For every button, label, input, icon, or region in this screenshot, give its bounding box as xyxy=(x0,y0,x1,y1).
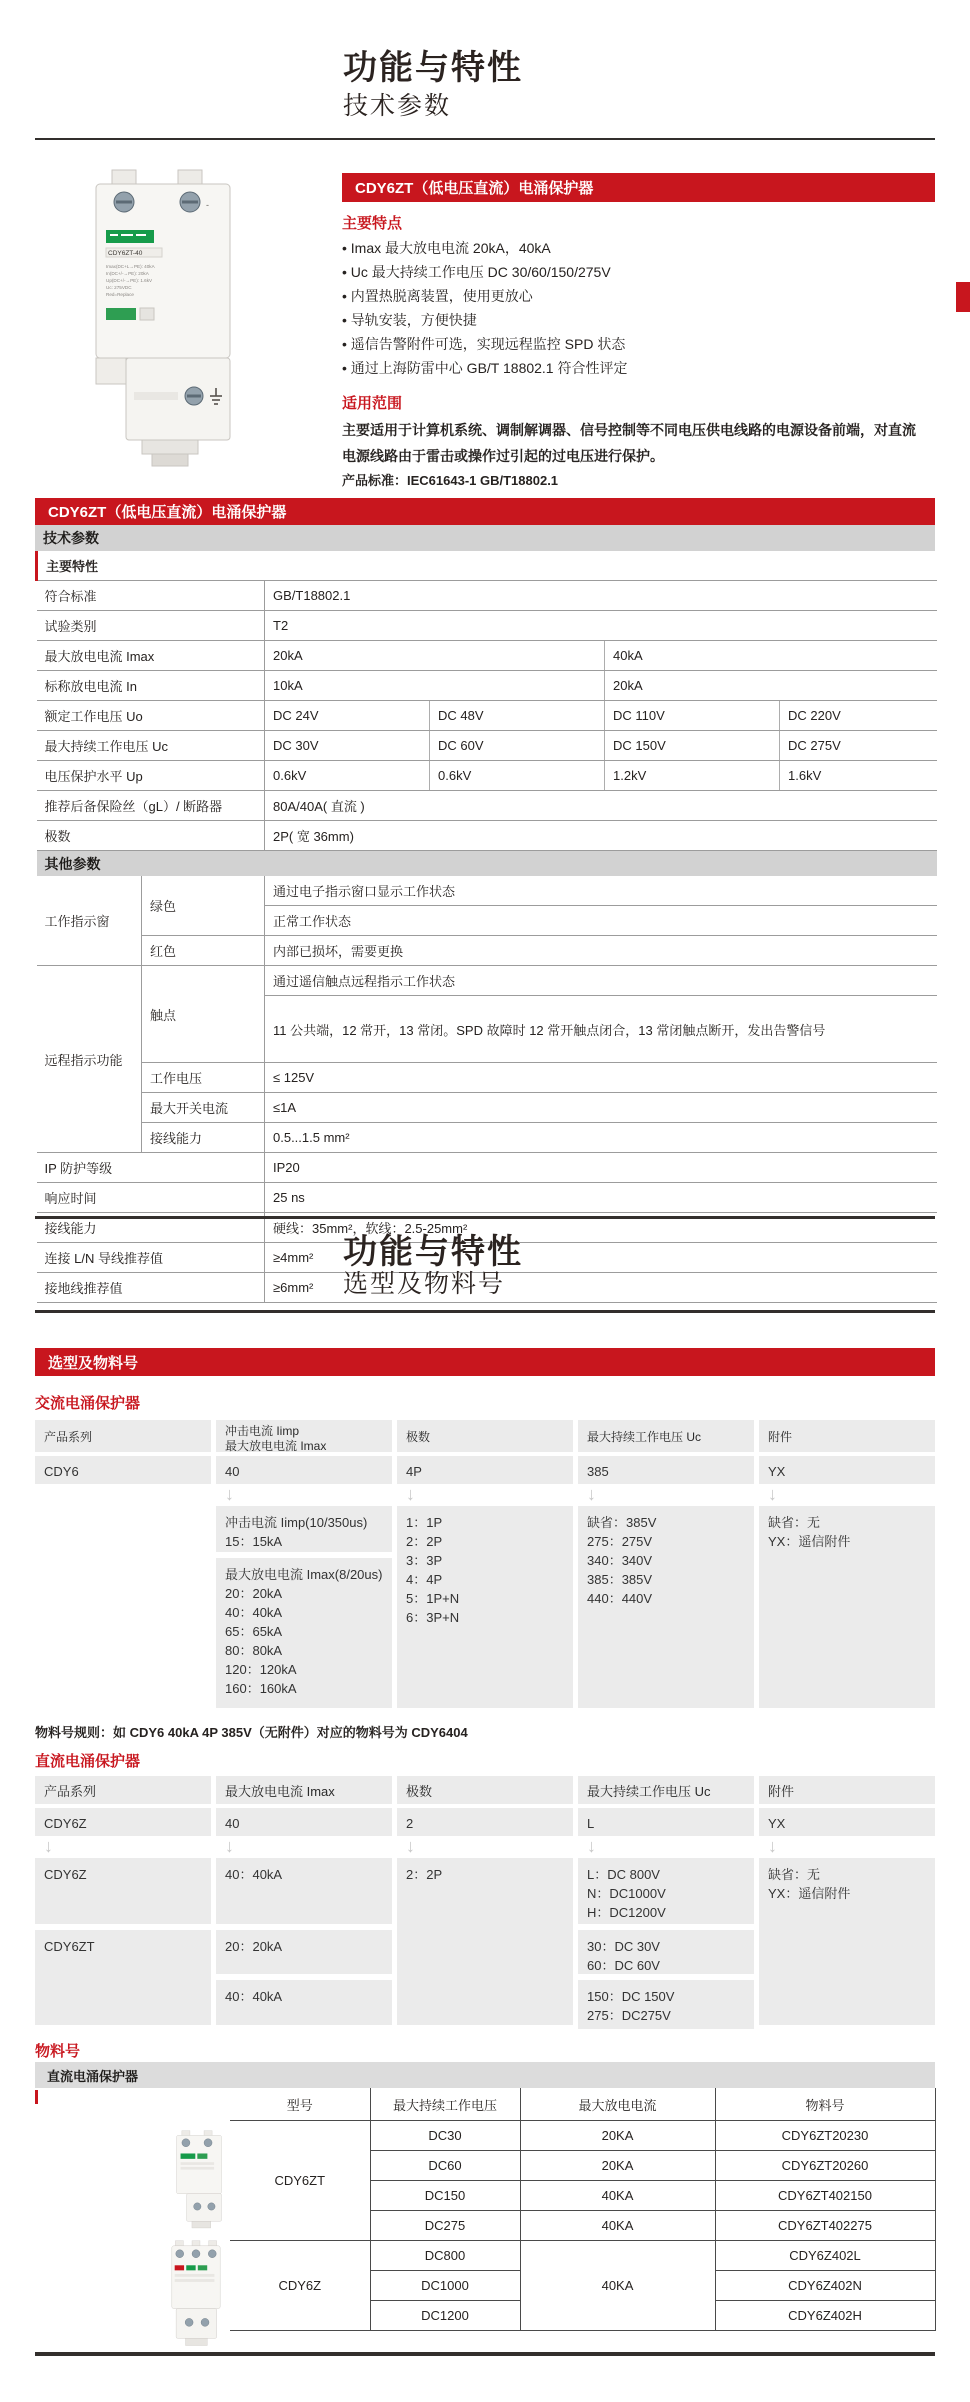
tech-row-label: 连接 L/N 导线推荐值 xyxy=(37,1243,265,1273)
voltage-cell: DC800 xyxy=(370,2241,520,2271)
tech-row-value: 0.6kV xyxy=(430,761,605,791)
current-cell: 20KA xyxy=(520,2151,715,2181)
dc-value-cell: 2 xyxy=(397,1808,573,1836)
option-block xyxy=(578,1506,754,1708)
tech-row-value: 40kA xyxy=(605,641,937,671)
tech-row-value: 1.2kV xyxy=(605,761,780,791)
tech-sub-label: 红色 xyxy=(142,936,265,966)
tech-row-label: 响应时间 xyxy=(37,1183,265,1213)
code-cell: CDY6ZT402150 xyxy=(715,2181,935,2211)
option-block xyxy=(578,1980,754,2029)
down-arrow-icon: ↓ xyxy=(406,1836,415,1856)
code-cell: CDY6ZT402275 xyxy=(715,2211,935,2241)
product-thumb-cdy6zt xyxy=(168,2130,230,2239)
device-spec-line: In(DC+/-→PE): 20kA xyxy=(106,271,149,276)
tech-band: 技术参数 xyxy=(35,525,935,551)
tech-row-label: 标称放电电流 In xyxy=(37,671,265,701)
tech-banner: CDY6ZT（低电压直流）电涌保护器 xyxy=(35,498,935,525)
tech-sub-label: 最大开关电流 xyxy=(142,1093,265,1123)
tech-row-value: ≥6mm² xyxy=(265,1273,937,1303)
voltage-cell: DC1000 xyxy=(370,2271,520,2301)
tech-row-value: 20kA xyxy=(265,641,605,671)
tech-row-value: 硬线：35mm²，软线：2.5-25mm² xyxy=(265,1213,937,1243)
code-cell: CDY6ZT20260 xyxy=(715,2151,935,2181)
product-banner: CDY6ZT（低电压直流）电涌保护器 xyxy=(342,173,935,202)
tech-row-label: 试验类别 xyxy=(37,611,265,641)
tech-row-value: 11 公共端，12 常开，13 常闭。SPD 故障时 12 常开触点闭合，13 常闭触点断开，发出告警信号 xyxy=(265,996,937,1063)
bottom-rule xyxy=(35,2352,935,2356)
tech-sub-label: 绿色 xyxy=(142,876,265,936)
ac-value-cell: CDY6 xyxy=(35,1456,211,1484)
tech-table xyxy=(35,551,937,1303)
section-subtitle: 选型及物料号 xyxy=(343,1270,506,1298)
option-line: 40：40kA xyxy=(225,1605,283,1620)
option-line: YX：遥信附件 xyxy=(768,1886,851,1901)
material-heading: 物料号 xyxy=(35,2043,81,2060)
tech-section-label: 主要特性 xyxy=(37,551,937,581)
option-line: H：DC1200V xyxy=(587,1905,666,1920)
tech-sub-label: 接线能力 xyxy=(142,1123,265,1153)
tech-row-value: 通过电子指示窗口显示工作状态 xyxy=(265,876,937,906)
down-arrow-icon: ↓ xyxy=(768,1484,777,1504)
device-spec-line: Imax(DC+L→PE): 40kA xyxy=(106,264,155,269)
scope-heading: 适用范围 xyxy=(342,395,403,412)
voltage-cell: DC150 xyxy=(370,2181,520,2211)
ac-header-line: 冲击电流 Iimp xyxy=(225,1424,300,1438)
tech-row-value: ≤1A xyxy=(265,1093,937,1123)
option-block: 20：20kA xyxy=(216,1930,392,1974)
dc-value-cell: 40 xyxy=(216,1808,392,1836)
feature-item: • Uc 最大持续工作电压 DC 30/60/150/275V xyxy=(342,260,628,284)
voltage-cell: DC1200 xyxy=(370,2301,520,2331)
dc-header-cell: 最大持续工作电压 Uc xyxy=(578,1776,754,1804)
code-cell: CDY6Z402H xyxy=(715,2301,935,2331)
option-line: 60：DC 60V xyxy=(587,1958,660,1973)
ac-value-cell: YX xyxy=(759,1456,935,1484)
tech-sub-label: 工作电压 xyxy=(142,1063,265,1093)
tech-row-value: 0.6kV xyxy=(265,761,430,791)
option-line: 最大放电电流 Imax(8/20us) xyxy=(225,1567,383,1582)
material-table xyxy=(230,2088,936,2331)
dc-option-column xyxy=(216,1858,392,2025)
ac-header-cell xyxy=(216,1420,392,1452)
ac-header-line: 最大放电电流 Imax xyxy=(225,1439,327,1453)
ac-selection-table xyxy=(35,1420,935,1708)
option-line: 2：2P xyxy=(406,1534,443,1549)
ac-option-column xyxy=(759,1506,935,1708)
dc-option-column xyxy=(759,1858,935,2025)
voltage-cell: DC60 xyxy=(370,2151,520,2181)
device-spec-line: Uc: 275VDC xyxy=(106,285,132,290)
current-cell: 20KA xyxy=(520,2121,715,2151)
ac-option-column xyxy=(216,1506,392,1708)
dc-option-column xyxy=(35,1858,211,2025)
tech-row-value: 通过遥信触点远程指示工作状态 xyxy=(265,966,937,996)
tech-row-label: 接地线推荐值 xyxy=(37,1273,265,1303)
device-spec-line: Up(DC+/-→PE): 1.6kV xyxy=(106,278,153,283)
dc-value-cell: L xyxy=(578,1808,754,1836)
divider xyxy=(35,138,935,140)
option-line: 20：20kA xyxy=(225,1586,283,1601)
tech-row-label: 最大放电电流 Imax xyxy=(37,641,265,671)
tech-row-value: IP20 xyxy=(265,1153,937,1183)
material-header-model: 型号 xyxy=(230,2088,370,2121)
tech-row-value: 10kA xyxy=(265,671,605,701)
tech-row-value: 0.5...1.5 mm² xyxy=(265,1123,937,1153)
tech-row-value: DC 150V xyxy=(605,731,780,761)
ac-option-column xyxy=(397,1506,573,1708)
option-block xyxy=(216,1506,392,1552)
ac-option-column xyxy=(35,1506,211,1708)
option-block: CDY6Z xyxy=(35,1858,211,1924)
dc-option-column xyxy=(397,1858,573,2025)
tech-row-value: DC 110V xyxy=(605,701,780,731)
tech-row-value: 20kA xyxy=(605,671,937,701)
dc-option-column xyxy=(578,1858,754,2025)
tech-row-label: 推荐后备保险丝（gL）/ 断路器 xyxy=(37,791,265,821)
page-title: 功能与特性 xyxy=(343,49,523,87)
option-block xyxy=(397,1506,573,1708)
down-arrow-icon: ↓ xyxy=(587,1836,596,1856)
option-line: 缺省：385V xyxy=(587,1515,657,1530)
option-line: 4：4P xyxy=(406,1572,443,1587)
dc-header-cell: 产品系列 xyxy=(35,1776,211,1804)
tech-row-value: DC 48V xyxy=(430,701,605,731)
material-header-imax: 最大放电电流 xyxy=(520,2088,715,2121)
tech-row-label: 符合标准 xyxy=(37,581,265,611)
tech-row-label: 最大持续工作电压 Uc xyxy=(37,731,265,761)
tech-row-value: DC 60V xyxy=(430,731,605,761)
current-cell: 40KA xyxy=(520,2241,715,2331)
current-cell: 40KA xyxy=(520,2211,715,2241)
model-cell: CDY6Z xyxy=(230,2241,370,2331)
tech-row-value: T2 xyxy=(265,611,937,641)
scope-text: 主要适用于计算机系统、调制解调器、信号控制等不同电压供电线路的电源设备前端，对直流电源线路由于雷击或操作过引起的过电压进行保护。 xyxy=(342,422,916,464)
dc-header-cell: 极数 xyxy=(397,1776,573,1804)
option-block xyxy=(759,1858,935,2025)
device-spec-line: Red=Replace xyxy=(106,292,134,297)
ac-value-cell: 385 xyxy=(578,1456,754,1484)
tech-row-value: ≥4mm² xyxy=(265,1243,937,1273)
tech-row-label: 远程指示功能 xyxy=(37,966,142,1153)
code-cell: CDY6Z402L xyxy=(715,2241,935,2271)
dc-table-heading: 直流电涌保护器 xyxy=(35,1753,141,1770)
tech-row-value: 1.6kV xyxy=(780,761,937,791)
tech-row-value: 内部已损坏，需要更换 xyxy=(265,936,937,966)
ac-header-cell: 最大持续工作电压 Uc xyxy=(578,1420,754,1452)
tech-row-label: 接线能力 xyxy=(37,1213,265,1243)
dc-header-cell: 最大放电电流 Imax xyxy=(216,1776,392,1804)
features-heading: 主要特点 xyxy=(342,215,403,232)
option-line: 缺省：无 xyxy=(768,1515,821,1530)
material-band: 直流电涌保护器 xyxy=(35,2062,935,2088)
option-block xyxy=(759,1506,935,1708)
voltage-cell: DC275 xyxy=(370,2211,520,2241)
option-line: 65：65kA xyxy=(225,1624,283,1639)
option-line: 340：340V xyxy=(587,1553,653,1568)
option-line: 275：275V xyxy=(587,1534,653,1549)
feature-item: • 导轨安装，方便快捷 xyxy=(342,308,628,332)
dc-selection-table xyxy=(35,1776,935,2025)
option-line: 6：3P+N xyxy=(406,1610,460,1625)
ac-header-cell: 极数 xyxy=(397,1420,573,1452)
tech-row-label: 极数 xyxy=(37,821,265,851)
ac-table-heading: 交流电涌保护器 xyxy=(35,1395,141,1412)
down-arrow-icon: ↓ xyxy=(225,1836,234,1856)
option-block xyxy=(578,1858,754,1924)
down-arrow-icon: ↓ xyxy=(225,1484,234,1504)
option-block: 2：2P xyxy=(397,1858,573,2025)
tech-row-value: 正常工作状态 xyxy=(265,906,937,936)
product-thumb-cdy6z xyxy=(156,2240,236,2357)
device-model-text: CDY6ZT-40 xyxy=(108,250,143,257)
code-cell: CDY6ZT20230 xyxy=(715,2121,935,2151)
tech-row-value: 80A/40A( 直流 ) xyxy=(265,791,937,821)
option-block xyxy=(578,1930,754,1974)
down-arrow-icon: ↓ xyxy=(768,1836,777,1856)
selection-banner: 选型及物料号 xyxy=(35,1348,935,1376)
option-line: 3：3P xyxy=(406,1553,443,1568)
option-line: 440：440V xyxy=(587,1591,653,1606)
feature-item: • 内置热脱离装置，使用更放心 xyxy=(342,284,628,308)
feature-item: • 通过上海防雷中心 GB/T 18802.1 符合性评定 xyxy=(342,356,628,380)
ac-option-column xyxy=(578,1506,754,1708)
section-title: 功能与特性 xyxy=(343,1233,523,1271)
brand-label xyxy=(106,230,154,243)
tech-sub-label: 触点 xyxy=(142,966,265,1063)
product-image xyxy=(88,168,238,483)
ac-value-cell: 40 xyxy=(216,1456,392,1484)
current-cell: 40KA xyxy=(520,2181,715,2211)
feature-list xyxy=(342,236,628,380)
dc-value-cell: CDY6Z xyxy=(35,1808,211,1836)
page-subtitle: 技术参数 xyxy=(343,92,452,120)
material-header-uc: 最大持续工作电压 xyxy=(370,2088,520,2121)
ac-value-cell: 4P xyxy=(397,1456,573,1484)
tech-row-value: 25 ns xyxy=(265,1183,937,1213)
tech-row-value: DC 24V xyxy=(265,701,430,731)
divider xyxy=(35,1216,935,1219)
voltage-cell: DC30 xyxy=(370,2121,520,2151)
down-arrow-icon: ↓ xyxy=(587,1484,596,1504)
option-block xyxy=(216,1558,392,1708)
tech-band: 其他参数 xyxy=(37,851,937,876)
option-line: 15：15kA xyxy=(225,1534,283,1549)
option-line: 冲击电流 Iimp(10/350us) xyxy=(225,1515,368,1530)
option-line: 1：1P xyxy=(406,1515,443,1530)
option-line: 120：120kA xyxy=(225,1662,297,1677)
tech-row-value: DC 220V xyxy=(780,701,937,731)
page-edge-tab xyxy=(956,282,970,312)
tech-row-value: GB/T18802.1 xyxy=(265,581,937,611)
status-window-icon xyxy=(106,308,136,320)
model-cell: CDY6ZT xyxy=(230,2121,370,2241)
tech-row-label: 工作指示窗 xyxy=(37,876,142,966)
option-line: 5：1P+N xyxy=(406,1591,460,1606)
option-line: N：DC1000V xyxy=(587,1886,666,1901)
option-line: 160：160kA xyxy=(225,1681,297,1696)
svg-text:-: - xyxy=(206,200,209,210)
option-block: 40：40kA xyxy=(216,1980,392,2025)
ac-header-cell: 附件 xyxy=(759,1420,935,1452)
tech-row-value: DC 275V xyxy=(780,731,937,761)
option-block: 40：40kA xyxy=(216,1858,392,1924)
option-line: YX：遥信附件 xyxy=(768,1534,851,1549)
option-line: 275：DC275V xyxy=(587,2008,671,2023)
feature-item: • Imax 最大放电电流 20kA，40kA xyxy=(342,236,628,260)
code-cell: CDY6Z402N xyxy=(715,2271,935,2301)
option-line: L：DC 800V xyxy=(587,1867,660,1882)
option-block: CDY6ZT xyxy=(35,1930,211,2025)
feature-item: • 遥信告警附件可选，实现远程监控 SPD 状态 xyxy=(342,332,628,356)
option-line: 缺省：无 xyxy=(768,1867,821,1882)
option-line: 150：DC 150V xyxy=(587,1989,675,2004)
down-arrow-icon: ↓ xyxy=(406,1484,415,1504)
tech-row-label: 电压保护水平 Up xyxy=(37,761,265,791)
option-line: 385：385V xyxy=(587,1572,653,1587)
down-arrow-icon: ↓ xyxy=(44,1836,53,1856)
material-header-code: 物料号 xyxy=(715,2088,935,2121)
product-standard: 产品标准：IEC61643-1 GB/T18802.1 xyxy=(342,473,559,488)
red-tick xyxy=(35,2090,38,2104)
divider xyxy=(35,1310,935,1313)
tech-row-label: IP 防护等级 xyxy=(37,1153,265,1183)
dc-header-cell: 附件 xyxy=(759,1776,935,1804)
dc-value-cell: YX xyxy=(759,1808,935,1836)
option-line: 30：DC 30V xyxy=(587,1939,660,1954)
tech-row-value: 2P( 宽 36mm) xyxy=(265,821,937,851)
tech-row-label: 额定工作电压 Uo xyxy=(37,701,265,731)
tech-row-value: ≤ 125V xyxy=(265,1063,937,1093)
material-note: 物料号规则：如 CDY6 40kA 4P 385V（无附件）对应的物料号为 CDY6404 xyxy=(35,1725,468,1740)
option-line: 80：80kA xyxy=(225,1643,283,1658)
ac-header-cell: 产品系列 xyxy=(35,1420,211,1452)
tech-row-value: DC 30V xyxy=(265,731,430,761)
